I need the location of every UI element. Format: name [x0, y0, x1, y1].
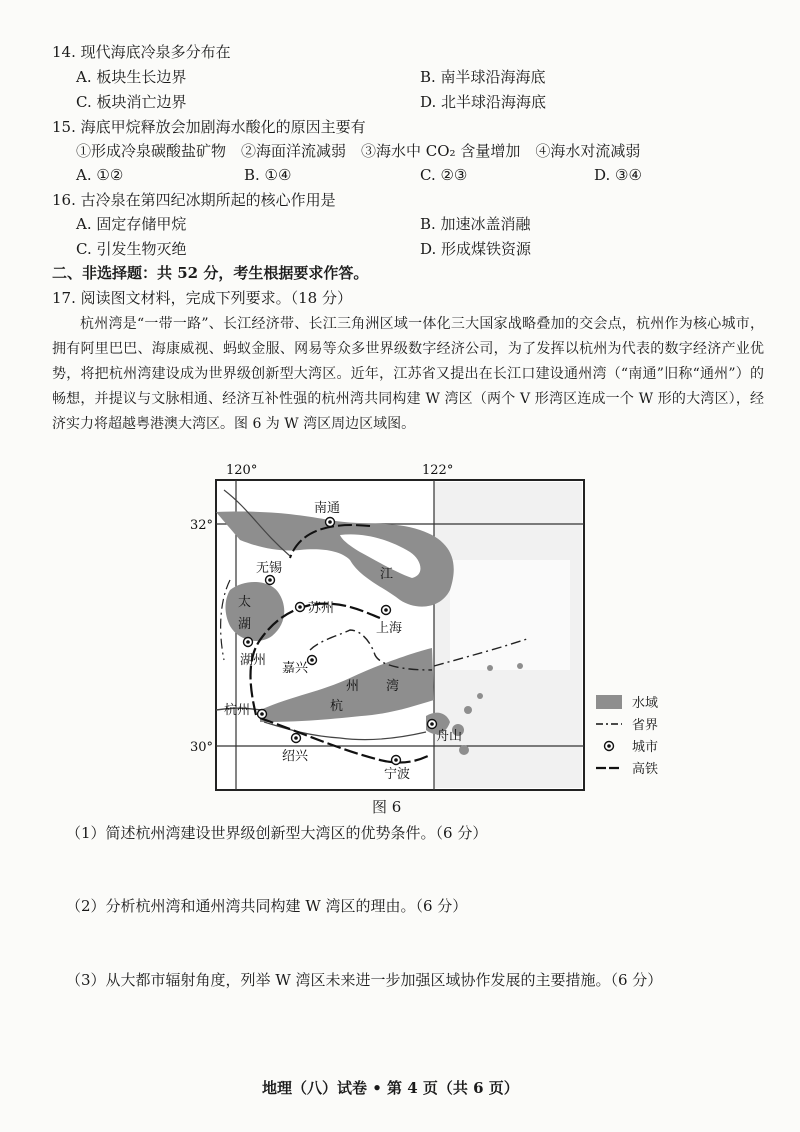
city-label-suzhou: 苏州	[308, 601, 335, 616]
material-line: 省又提出在长江口建设通州湾（“南通”旧称“通州”）的畅想，并提议与文脉相通、经济互补性强	[52, 366, 764, 407]
material-line: 湾区。图 6 为 W 湾区周边区域图。	[192, 416, 416, 432]
water-label: 州	[346, 679, 360, 694]
water-label: 江	[380, 567, 394, 582]
q14-option-d: D. 北半球沿海海底	[420, 93, 547, 111]
city-label-wuxi: 无锡	[256, 561, 283, 576]
material-line: 的杭州湾共同构建 W 湾区（两个 V 形湾区连成一个 W 形的大湾区），经济实力将超越粤港澳大	[52, 391, 765, 432]
figure-caption: 图 6	[372, 798, 402, 816]
city-label-shaoxing: 绍兴	[282, 749, 309, 764]
city-label-nantong: 南通	[314, 501, 341, 516]
island	[517, 663, 523, 669]
region-map	[190, 460, 760, 810]
city-label-jiaxing: 嘉兴	[282, 661, 309, 676]
lat-label: 30°	[190, 740, 214, 755]
legend-boundary-label: 省界	[632, 718, 659, 733]
page-footer: 地理（八）试卷 • 第 4 页（共 6 页）	[262, 1079, 519, 1097]
q15-option-b: B. ①④	[244, 166, 292, 184]
sea-highlight	[450, 560, 570, 670]
q17-sub2: （2）分析杭州湾和通州湾共同构建 W 湾区的理由。（6 分）	[66, 897, 468, 915]
water-label: 太	[238, 595, 252, 610]
legend-city-label: 城市	[632, 740, 659, 755]
q14-stem: 14. 现代海底冷泉多分布在	[52, 43, 231, 61]
water-label: 湖	[238, 617, 252, 632]
legend-rail-label: 高铁	[632, 762, 659, 777]
q15-statements: ①形成冷泉碳酸盐矿物 ②海面洋流减弱 ③海水中 CO₂ 含量增加 ④海水对流减弱	[76, 142, 641, 160]
island	[464, 706, 472, 714]
q17-sub3: （3）从大都市辐射角度，列举 W 湾区未来进一步加强区域协作发展的主要措施。（6 分）	[66, 971, 663, 989]
q14-option-b: B. 南半球沿海海底	[420, 68, 546, 86]
water-label: 湾	[386, 679, 400, 694]
island	[487, 665, 493, 671]
lon-label: 120°	[226, 463, 258, 478]
map-legend	[596, 695, 658, 777]
legend-water-label: 水域	[632, 696, 659, 711]
q15-option-a: A. ①②	[76, 166, 124, 184]
q16-option-a: A. 固定存储甲烷	[76, 215, 187, 233]
q14-option-a: A. 板块生长边界	[76, 68, 187, 86]
city-label-shanghai: 上海	[376, 621, 403, 636]
q15-option-c: C. ②③	[420, 166, 468, 184]
q16-stem: 16. 古冷泉在第四纪冰期所起的核心作用是	[52, 191, 336, 209]
section-heading: 二、非选择题：共 52 分，考生根据要求作答。	[52, 264, 369, 282]
lat-label: 32°	[190, 518, 214, 533]
material-line: 杭州湾是“一带一路”、长江经济带、长江三角洲区域一体化三大国家战略叠加的交会点，杭	[80, 316, 651, 332]
material-line: 挥以杭州为代表的数字经济产业优势，将把杭州湾建设成为世界级创新型大湾区。近年，江苏	[52, 341, 765, 382]
city-label-huzhou: 湖州	[240, 653, 267, 668]
city-label-zhoushan: 舟山	[436, 729, 463, 744]
city-label-ningbo: 宁波	[384, 767, 411, 782]
city-label-hangzhou: 杭州	[224, 703, 251, 718]
island	[459, 745, 469, 755]
q14-option-c: C. 板块消亡边界	[76, 93, 187, 111]
q17-material	[52, 312, 764, 437]
q16-option-c: C. 引发生物灭绝	[76, 240, 187, 258]
q17-stem: 17. 阅读图文材料，完成下列要求。（18 分）	[52, 289, 352, 307]
q17-sub1: （1）简述杭州湾建设世界级创新型大湾区的优势条件。（6 分）	[66, 824, 488, 842]
material-line: 州作为核心城市，拥有阿里巴巴、海康威视、蚂蚁金服、网易等众多世界级数字经济公司，为了发	[52, 316, 765, 357]
water-label: 杭	[330, 699, 344, 714]
q16-option-d: D. 形成煤铁资源	[420, 240, 532, 258]
q15-stem: 15. 海底甲烷释放会加剧海水酸化的原因主要有	[52, 118, 366, 136]
q16-option-b: B. 加速冰盖消融	[420, 215, 531, 233]
q15-option-d: D. ③④	[594, 166, 642, 184]
island	[477, 693, 483, 699]
lon-label: 122°	[422, 463, 454, 478]
